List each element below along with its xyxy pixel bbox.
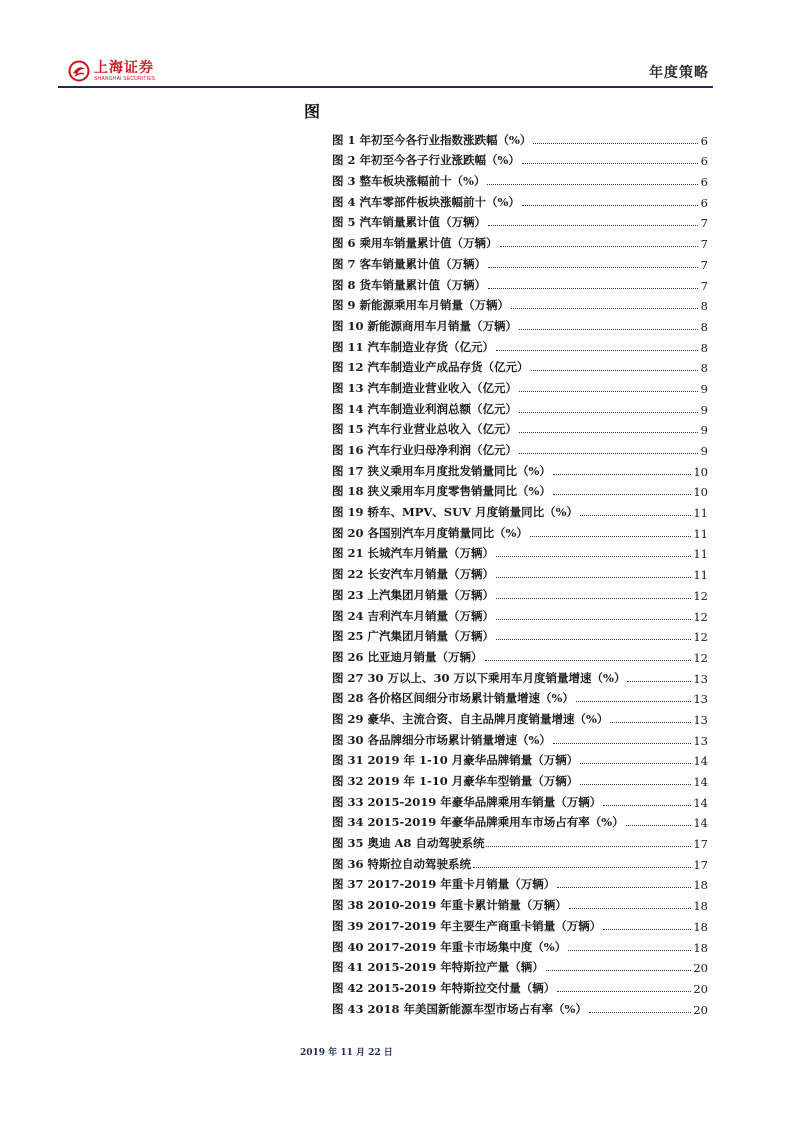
toc-entry[interactable] [332, 127, 708, 148]
logo-en-text: SHANGHAI SECURITIES [94, 75, 156, 82]
toc-entry-label: 图 24 吉利汽车月销量（万辆） [332, 608, 495, 623]
toc-leader-dots [496, 619, 691, 620]
toc-leader-dots [553, 494, 691, 495]
toc-entry-page: 8 [700, 340, 708, 355]
toc-entry-page: 7 [700, 216, 708, 231]
toc-entry-label: 图 25 广汽集团月销量（万辆） [332, 629, 495, 644]
toc-entry-page: 8 [700, 361, 708, 376]
toc-leader-dots [519, 329, 698, 330]
toc-entry[interactable] [332, 417, 708, 438]
toc-entry-page: 11 [693, 568, 708, 583]
toc-leader-dots [553, 474, 691, 475]
figure-index-list [332, 127, 708, 1017]
toc-leader-dots [487, 184, 698, 185]
toc-entry-page: 18 [693, 940, 708, 955]
toc-entry-page: 14 [693, 795, 708, 810]
toc-leader-dots [496, 598, 691, 599]
toc-entry-label: 图 11 汽车制造业存货（亿元） [332, 339, 495, 354]
toc-entry-page: 13 [693, 712, 708, 727]
toc-entry-label: 图 20 各国别汽车月度销量同比（%） [332, 525, 528, 540]
logo-emblem-icon [68, 60, 90, 82]
toc-entry-label: 图 35 奥迪 A8 自动驾驶系统 [332, 836, 485, 851]
toc-entry-label: 图 17 狭义乘用车月度批发销量同比（%） [332, 463, 551, 478]
toc-entry-page: 13 [693, 733, 708, 748]
toc-entry[interactable] [332, 872, 708, 893]
toc-entry-page: 12 [693, 588, 708, 603]
toc-entry-label: 图 19 轿车、MPV、SUV 月度销量同比（%） [332, 505, 578, 520]
toc-leader-dots [500, 246, 698, 247]
toc-entry-label: 图 26 比亚迪月销量（万辆） [332, 649, 483, 664]
toc-entry-label: 图 29 豪华、主流合资、自主品牌月度销量增速（%） [332, 711, 609, 726]
toc-leader-dots [522, 163, 698, 164]
toc-entry[interactable] [332, 789, 708, 810]
page-header [58, 54, 713, 88]
toc-entry[interactable] [332, 293, 708, 314]
toc-entry[interactable] [332, 665, 708, 686]
toc-entry-page: 11 [693, 506, 708, 521]
toc-entry-page: 12 [693, 609, 708, 624]
toc-entry-page: 6 [700, 133, 708, 148]
company-logo [68, 58, 155, 84]
toc-entry-label: 图 14 汽车制造业利润总额（亿元） [332, 401, 518, 416]
report-type-label: 年度策略 [649, 65, 709, 81]
toc-entry[interactable] [332, 437, 708, 458]
toc-entry-label: 图 31 2019 年 1-10 月豪华品牌销量（万辆） [332, 753, 579, 768]
toc-entry[interactable] [332, 189, 708, 210]
toc-entry[interactable] [332, 541, 708, 562]
toc-leader-dots [610, 722, 691, 723]
toc-entry[interactable] [332, 251, 708, 272]
toc-entry-page: 9 [700, 381, 708, 396]
toc-entry-page: 10 [693, 464, 708, 479]
toc-entry-label: 图 38 2010-2019 年重卡累计销量（万辆） [332, 898, 567, 913]
toc-leader-dots [496, 639, 691, 640]
toc-entry[interactable] [332, 892, 708, 913]
toc-entry-page: 9 [700, 423, 708, 438]
toc-entry-label: 图 8 货车销量累计值（万辆） [332, 277, 487, 292]
toc-entry[interactable] [332, 313, 708, 334]
section-title: 图 [304, 102, 321, 121]
toc-entry-page: 17 [693, 837, 708, 852]
toc-entry-label: 图 6 乘用车销量累计值（万辆） [332, 236, 498, 251]
toc-leader-dots [485, 660, 692, 661]
toc-entry-label: 图 42 2015-2019 年特斯拉交付量（辆） [332, 980, 556, 995]
toc-entry-page: 14 [693, 775, 708, 789]
logo-cn-text: 上海证券 [94, 59, 154, 76]
toc-entry[interactable] [332, 499, 708, 520]
toc-entry[interactable] [332, 479, 708, 500]
toc-entry-page: 13 [693, 671, 708, 686]
toc-entry-page: 11 [693, 526, 708, 541]
toc-entry-label: 图 22 长安汽车月销量（万辆） [332, 567, 495, 582]
toc-entry-page: 7 [700, 237, 708, 252]
toc-entry[interactable] [332, 975, 708, 996]
toc-entry-label: 图 2 年初至今各子行业涨跌幅（%） [332, 153, 520, 168]
toc-leader-dots [580, 784, 691, 785]
toc-entry-page: 7 [700, 278, 708, 293]
toc-entry-label: 图 13 汽车制造业营业收入（亿元） [332, 380, 518, 395]
toc-entry-page: 6 [700, 175, 708, 190]
toc-entry-page: 10 [693, 485, 708, 500]
toc-entry-page: 12 [693, 630, 708, 645]
toc-leader-dots [546, 970, 692, 971]
toc-entry-label: 图 27 30 万以上、30 万以下乘用车月度销量增速（%） [332, 670, 626, 685]
toc-entry-label: 图 5 汽车销量累计值（万辆） [332, 215, 487, 230]
toc-entry-page: 12 [693, 650, 708, 665]
toc-entry-page: 13 [693, 692, 708, 707]
toc-entry[interactable] [332, 396, 708, 417]
toc-leader-dots [627, 681, 691, 682]
toc-entry-page: 20 [693, 961, 708, 976]
toc-entry[interactable] [332, 810, 708, 831]
toc-entry-label: 图 1 年初至今各行业指数涨跌幅（%） [332, 132, 532, 147]
toc-entry-label: 图 3 整车板块涨幅前十（%） [332, 174, 486, 189]
toc-entry-label: 图 18 狭义乘用车月度零售销量同比（%） [332, 484, 551, 499]
toc-entry-label: 图 23 上汽集团月销量（万辆） [332, 587, 495, 602]
toc-leader-dots [488, 267, 698, 268]
toc-entry[interactable] [332, 458, 708, 479]
toc-entry[interactable] [332, 148, 708, 169]
toc-entry[interactable] [332, 727, 708, 748]
header-divider [58, 86, 713, 88]
toc-entry-label: 图 34 2015-2019 年豪华品牌乘用车市场占有率（%） [332, 815, 624, 830]
toc-leader-dots [557, 887, 691, 888]
toc-entry-label: 图 30 各品牌细分市场累计销量增速（%） [332, 732, 551, 747]
toc-entry-page: 18 [693, 878, 708, 893]
toc-leader-dots [603, 805, 691, 806]
toc-entry[interactable] [332, 210, 708, 231]
toc-entry[interactable] [332, 644, 708, 665]
toc-leader-dots [568, 950, 691, 951]
toc-leader-dots [589, 1012, 691, 1013]
toc-leader-dots [557, 991, 691, 992]
toc-leader-dots [580, 763, 691, 764]
toc-leader-dots [553, 743, 691, 744]
toc-entry[interactable] [332, 561, 708, 582]
toc-leader-dots [569, 908, 692, 909]
toc-entry-label: 图 10 新能源商用车月销量（万辆） [332, 318, 518, 333]
toc-leader-dots [519, 453, 698, 454]
toc-leader-dots [496, 577, 691, 578]
footer-date: 2019 年 11 月 22 日 [300, 1048, 393, 1058]
toc-leader-dots [576, 701, 691, 702]
toc-entry-page: 9 [700, 402, 708, 417]
toc-leader-dots [603, 929, 691, 930]
toc-entry-label: 图 36 特斯拉自动驾驶系统 [332, 856, 472, 871]
toc-entry[interactable] [332, 355, 708, 376]
toc-leader-dots [519, 412, 698, 413]
toc-entry[interactable] [332, 996, 708, 1017]
toc-entry-page: 20 [693, 981, 708, 996]
toc-entry-page: 18 [693, 919, 708, 934]
toc-entry-label: 图 40 2017-2019 年重卡市场集中度（%） [332, 939, 567, 954]
toc-entry-page: 14 [693, 816, 708, 831]
toc-entry-label: 图 21 长城汽车月销量（万辆） [332, 546, 495, 561]
toc-entry-label: 图 15 汽车行业营业总收入（亿元） [332, 422, 518, 437]
toc-entry-label: 图 32 2019 年 1-10 月豪华车型销量（万辆） [332, 774, 579, 788]
toc-entry-page: 11 [693, 547, 708, 562]
toc-leader-dots [496, 556, 691, 557]
toc-leader-dots [473, 867, 691, 868]
toc-entry-page: 6 [700, 195, 708, 210]
toc-entry[interactable] [332, 334, 708, 355]
toc-entry-label: 图 39 2017-2019 年主要生产商重卡销量（万辆） [332, 918, 602, 933]
toc-entry-label: 图 41 2015-2019 年特斯拉产量（辆） [332, 960, 544, 975]
toc-entry-label: 图 28 各价格区间细分市场累计销量增速（%） [332, 691, 574, 706]
toc-entry-label: 图 43 2018 年美国新能源车型市场占有率（%） [332, 1001, 587, 1016]
toc-entry[interactable] [332, 603, 708, 624]
toc-entry-label: 图 7 客车销量累计值（万辆） [332, 256, 487, 271]
toc-leader-dots [530, 536, 691, 537]
toc-leader-dots [531, 370, 698, 371]
toc-entry-label: 图 16 汽车行业归母净利润（亿元） [332, 443, 518, 457]
toc-entry[interactable] [332, 851, 708, 872]
toc-entry[interactable] [332, 686, 708, 707]
toc-leader-dots [533, 143, 698, 144]
toc-entry[interactable] [332, 955, 708, 976]
toc-leader-dots [488, 225, 698, 226]
toc-leader-dots [519, 432, 698, 433]
toc-entry-label: 图 4 汽车零部件板块涨幅前十（%） [332, 194, 520, 209]
toc-entry-page: 6 [700, 154, 708, 169]
toc-entry-page: 9 [700, 444, 708, 458]
toc-entry[interactable] [332, 230, 708, 251]
toc-entry[interactable] [332, 375, 708, 396]
toc-entry[interactable] [332, 624, 708, 645]
toc-entry-page: 8 [700, 319, 708, 334]
toc-entry-page: 20 [693, 1002, 708, 1017]
toc-entry-page: 7 [700, 257, 708, 272]
toc-leader-dots [522, 205, 698, 206]
toc-leader-dots [519, 391, 698, 392]
toc-entry[interactable] [332, 582, 708, 603]
toc-entry[interactable] [332, 272, 708, 293]
toc-leader-dots [488, 288, 698, 289]
toc-entry-page: 18 [693, 899, 708, 914]
toc-entry-page: 8 [700, 299, 708, 314]
toc-leader-dots [511, 308, 698, 309]
toc-leader-dots [496, 350, 698, 351]
toc-leader-dots [580, 515, 691, 516]
toc-entry-page: 14 [693, 754, 708, 769]
toc-entry-label: 图 9 新能源乘用车月销量（万辆） [332, 298, 510, 313]
toc-entry-label: 图 33 2015-2019 年豪华品牌乘用车销量（万辆） [332, 794, 602, 809]
toc-entry-label: 图 12 汽车制造业产成品存货（亿元） [332, 360, 529, 375]
toc-entry[interactable] [332, 520, 708, 541]
toc-entry[interactable] [332, 934, 708, 955]
toc-entry[interactable] [332, 830, 708, 851]
toc-entry-page: 17 [693, 857, 708, 872]
toc-entry[interactable] [332, 748, 708, 769]
toc-leader-dots [486, 846, 691, 847]
toc-leader-dots [626, 825, 692, 826]
toc-entry-label: 图 37 2017-2019 年重卡月销量（万辆） [332, 877, 556, 892]
toc-entry[interactable] [332, 913, 708, 934]
toc-entry[interactable] [332, 768, 708, 789]
toc-entry[interactable] [332, 168, 708, 189]
toc-entry[interactable] [332, 706, 708, 727]
